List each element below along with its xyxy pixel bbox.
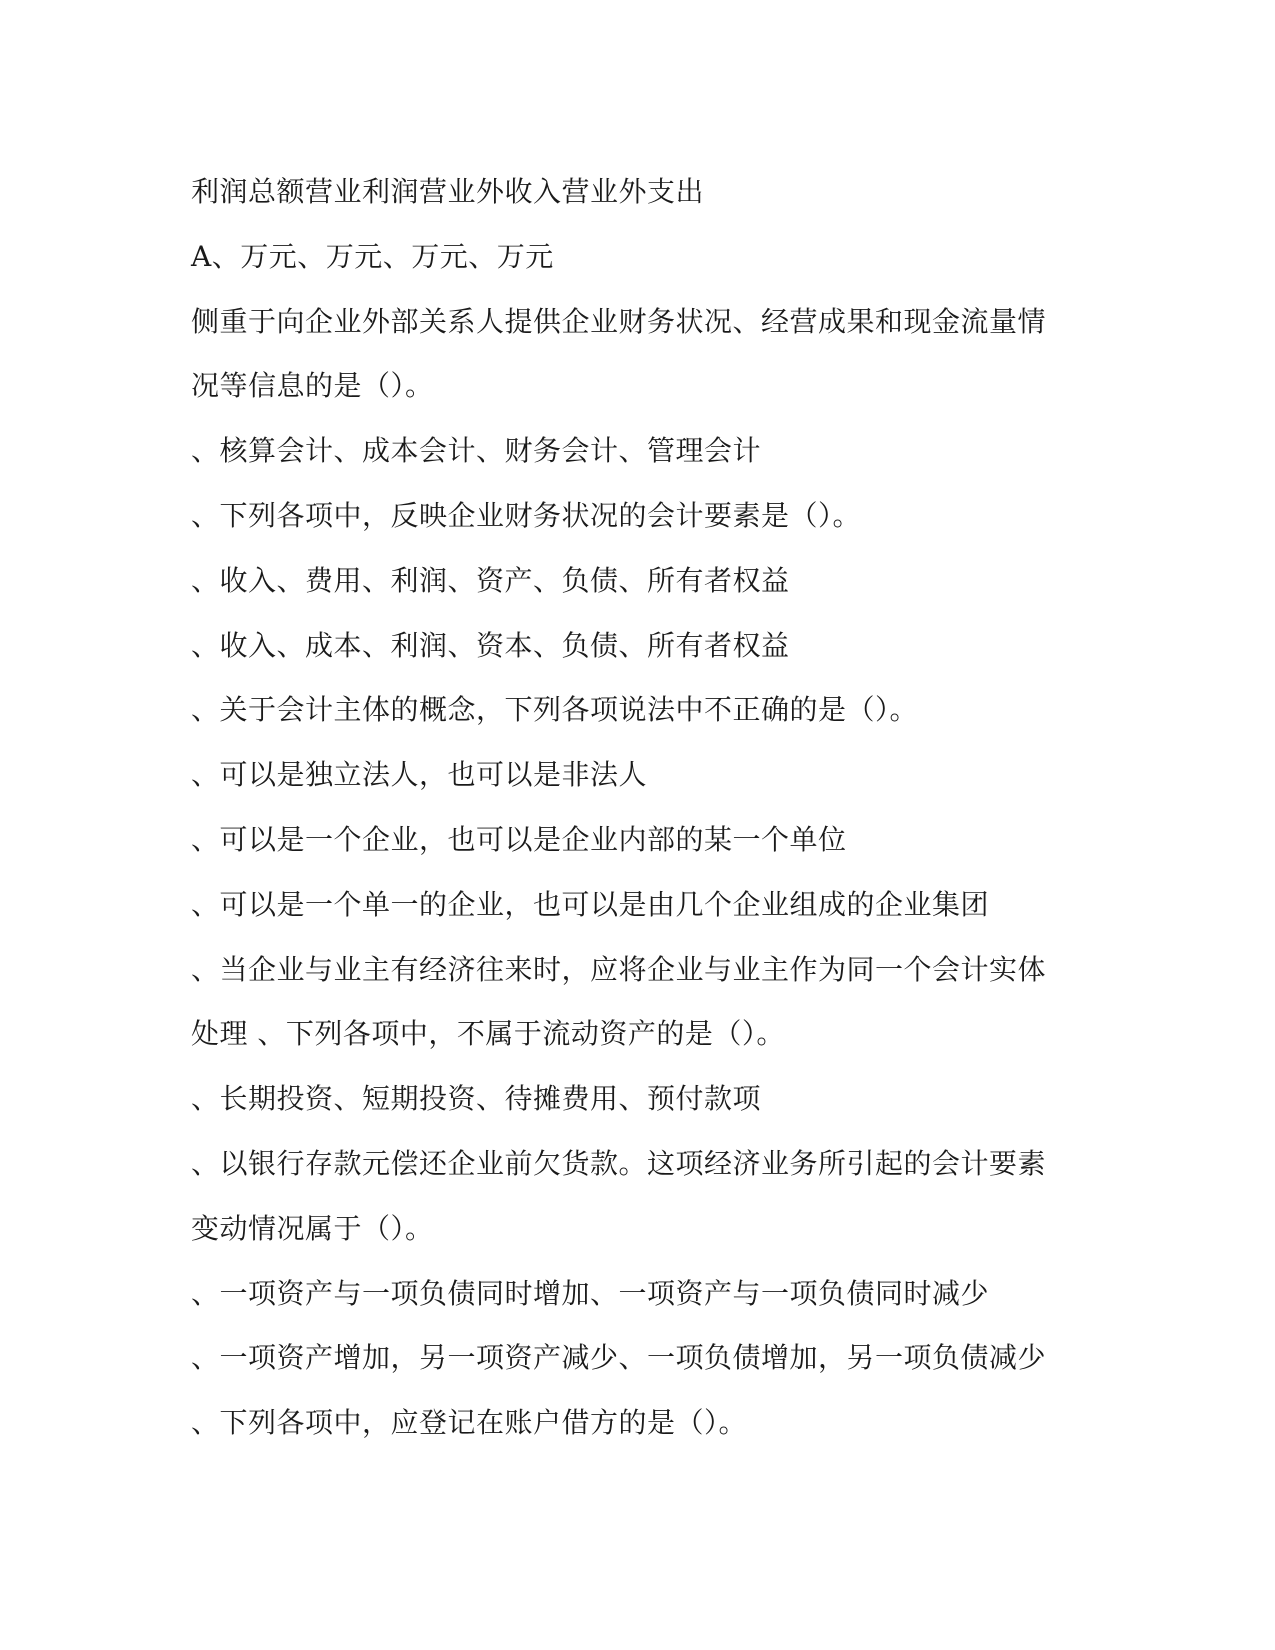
text-line: 、收入、成本、利润、资本、负债、所有者权益 <box>191 628 790 662</box>
text-line: 、一项资产与一项负债同时增加、一项资产与一项负债同时减少 <box>191 1276 990 1310</box>
document-body <box>191 160 1091 1456</box>
text-line: 利润总额营业利润营业外收入营业外支出 <box>191 175 705 208</box>
text-line: 、下列各项中，应登记在账户借方的是（）。 <box>191 1406 748 1440</box>
text-line: A、万元、万元、万元、万元 <box>191 239 554 273</box>
text-line: 处理 、下列各项中，不属于流动资产的是（）。 <box>191 1017 785 1051</box>
text-line: 、可以是一个单一的企业，也可以是由几个企业组成的企业集团 <box>191 887 990 921</box>
text-line: 、长期投资、短期投资、待摊费用、预付款项 <box>191 1082 762 1116</box>
text-line: 况等信息的是（）。 <box>191 369 434 403</box>
text-line: 、关于会计主体的概念，下列各项说法中不正确的是（）。 <box>191 693 919 727</box>
text-line: 、以银行存款元偿还企业前欠货款。这项经济业务所引起的会计要素 <box>191 1146 1047 1180</box>
text-line: 、当企业与业主有经济往来时，应将企业与业主作为同一个会计实体 <box>191 952 1047 986</box>
text-line: 侧重于向企业外部关系人提供企业财务状况、经营成果和现金流量情 <box>191 304 1047 338</box>
text-line: 、可以是独立法人，也可以是非法人 <box>191 758 648 792</box>
text-line: 、下列各项中，反映企业财务状况的会计要素是（）。 <box>191 498 862 532</box>
text-line: 变动情况属于（）。 <box>191 1211 434 1245</box>
text-line: 、核算会计、成本会计、财务会计、管理会计 <box>191 434 762 468</box>
text-line: 、可以是一个企业，也可以是企业内部的某一个单位 <box>191 822 847 856</box>
text-line: 、收入、费用、利润、资产、负债、所有者权益 <box>191 563 790 597</box>
text-line: 、一项资产增加，另一项资产减少、一项负债增加，另一项负债减少 <box>191 1341 1047 1375</box>
